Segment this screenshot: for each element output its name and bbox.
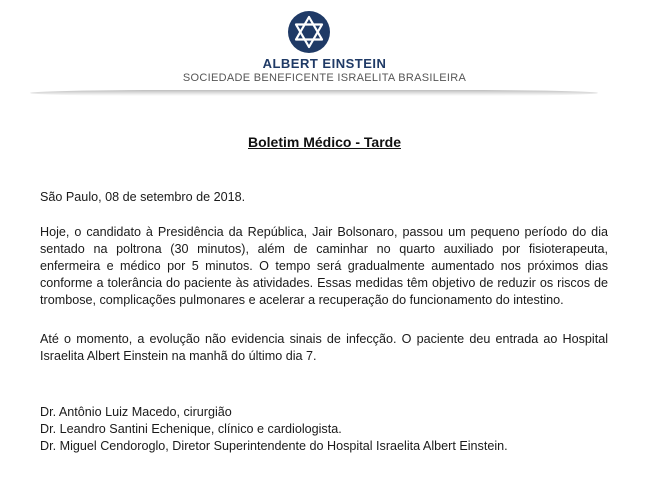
document-title: Boletim Médico - Tarde bbox=[248, 134, 401, 150]
header-divider bbox=[30, 90, 598, 96]
signature-line: Dr. Miguel Cendoroglo, Diretor Superintendente do Hospital Israelita Albert Einstein. bbox=[40, 439, 508, 453]
org-name: ALBERT EINSTEIN bbox=[262, 56, 387, 71]
letterhead bbox=[0, 0, 649, 100]
paragraph-1: Hoje, o candidato à Presidência da República, Jair Bolsonaro, passou um pequeno período do dia sentado na poltrona (30 minutos), além de caminhar no quarto auxiliado por fisioterapeuta, enfermeira e médico por 5 minutos. O tempo será gradualmente aumentado nos próximos dias conforme a tolerância do paciente às atividades. Essas medidas têm objetivo de reduzir os riscos de trombose, complicações pulmonares e acelerar a recuperação do funcionamento do intestino. bbox=[40, 225, 608, 307]
signature-line: Dr. Antônio Luiz Macedo, cirurgião bbox=[40, 405, 232, 419]
org-subtitle: SOCIEDADE BENEFICENTE ISRAELITA BRASILEIRA bbox=[182, 72, 467, 84]
date-line: São Paulo, 08 de setembro de 2018. bbox=[40, 190, 246, 204]
signature-block bbox=[40, 404, 608, 455]
signature-line: Dr. Leandro Santini Echenique, clínico e cardiologista. bbox=[40, 422, 342, 436]
star-of-david-logo-icon bbox=[287, 10, 331, 54]
paragraph-2: Até o momento, a evolução não evidencia sinais de infecção. O paciente deu entrada ao Hospital Israelita Albert Einstein na manhã do último dia 7. bbox=[40, 332, 608, 363]
